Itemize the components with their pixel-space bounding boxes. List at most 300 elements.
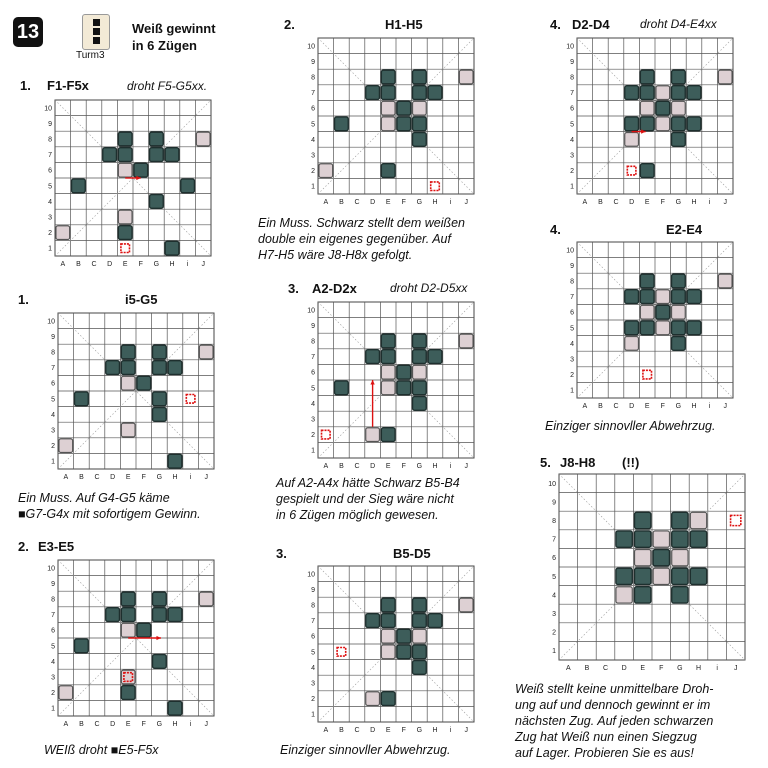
white-piece (459, 70, 473, 84)
white-piece (118, 210, 132, 224)
white-piece (653, 568, 669, 584)
row-label: 8 (51, 596, 55, 604)
black-piece (640, 274, 654, 288)
black-piece (656, 305, 670, 319)
row-label: 3 (311, 416, 315, 424)
black-piece (635, 587, 651, 603)
black-piece (381, 164, 395, 178)
column-label: F (659, 665, 664, 672)
row-label: 10 (47, 318, 55, 326)
column-label: C (354, 199, 360, 206)
white-piece (381, 365, 395, 379)
white-piece (199, 345, 213, 359)
move-caption: WEIß droht ■E5-F5x (44, 743, 159, 757)
column-label: D (370, 199, 376, 206)
black-piece (413, 86, 427, 100)
black-piece (640, 321, 654, 335)
black-piece (428, 350, 442, 364)
black-piece (106, 608, 120, 622)
game-board (44, 558, 214, 738)
row-label: 4 (51, 658, 55, 666)
row-label: 2 (570, 372, 574, 380)
black-piece (150, 132, 164, 146)
row-label: 6 (570, 105, 574, 113)
black-piece (625, 86, 639, 100)
white-piece (413, 629, 427, 643)
title-line-1: Weiß gewinnt (132, 21, 216, 36)
column-label: J (723, 199, 727, 206)
column-label: J (733, 665, 738, 672)
column-label: H (695, 665, 702, 672)
black-piece (428, 86, 442, 100)
black-piece (118, 132, 132, 146)
black-piece (106, 361, 120, 375)
black-piece (640, 164, 654, 178)
row-label: 7 (570, 90, 574, 98)
white-piece (459, 598, 473, 612)
move-caption: Ein Muss. Auf G4-G5 käme ■G7-G4x mit sofortigem Gewinn. (18, 491, 201, 521)
column-label: C (354, 463, 360, 470)
row-label: 7 (311, 618, 315, 626)
row-label: 10 (307, 307, 315, 315)
row-label: 5 (51, 396, 55, 404)
column-label: G (416, 199, 423, 206)
black-piece (672, 86, 686, 100)
move-number: 3. (276, 546, 287, 561)
row-label: 7 (48, 152, 52, 160)
column-label: G (416, 727, 423, 734)
row-label: 2 (48, 230, 52, 238)
white-piece (413, 365, 427, 379)
move-notation: H1-H5 (385, 17, 423, 32)
black-piece (413, 350, 427, 364)
move-notation: A2-D2x (312, 281, 357, 296)
column-label: H (432, 727, 438, 734)
white-piece (616, 587, 632, 603)
row-label: 8 (552, 518, 556, 525)
column-label: i (449, 463, 452, 470)
white-piece (656, 117, 670, 131)
black-piece (134, 163, 148, 177)
row-label: 6 (48, 167, 52, 175)
row-label: 9 (51, 333, 55, 341)
column-label: G (677, 665, 683, 672)
white-piece (656, 321, 670, 335)
black-piece (381, 70, 395, 84)
black-piece (118, 226, 132, 240)
row-label: 2 (311, 168, 315, 176)
black-piece (672, 290, 686, 304)
black-piece (653, 550, 669, 566)
row-label: 4 (311, 664, 315, 672)
column-label: D (629, 403, 635, 410)
row-label: 6 (311, 105, 315, 113)
row-label: 1 (311, 711, 315, 719)
column-label: D (370, 463, 376, 470)
column-label: G (416, 463, 423, 470)
black-piece (153, 361, 167, 375)
column-label: i (189, 474, 192, 481)
black-piece (616, 568, 632, 584)
row-label: 9 (570, 262, 574, 270)
black-piece (635, 512, 651, 528)
row-label: 7 (51, 612, 55, 620)
row-label: 8 (48, 136, 52, 144)
column-label: G (675, 403, 682, 410)
black-piece (672, 512, 688, 528)
title-line-2: in 6 Zügen (132, 38, 197, 53)
row-label: 9 (311, 322, 315, 330)
column-label: i (189, 721, 192, 728)
white-piece (381, 645, 395, 659)
row-label: 3 (552, 611, 556, 618)
column-label: B (584, 665, 590, 672)
black-piece (625, 117, 639, 131)
column-label: B (598, 403, 603, 410)
white-piece (656, 86, 670, 100)
row-label: 6 (51, 627, 55, 635)
move-number: 3. (288, 281, 299, 296)
white-piece (381, 629, 395, 643)
row-label: 7 (311, 354, 315, 362)
move-caption: Weiß stellt keine unmittelbare Droh- ung auf und dennoch gewinnt er im nächsten Zug. Auf jeden schwarzen Zug hat Weiß nun einen Siegzug auf Lager. Probieren Sie es aus! (515, 682, 714, 760)
white-piece (59, 686, 73, 700)
black-piece (640, 117, 654, 131)
black-piece (625, 290, 639, 304)
row-label: 4 (48, 198, 52, 206)
row-label: 8 (51, 349, 55, 357)
column-label: i (186, 261, 189, 268)
threat-note: droht F5-G5xx. (127, 79, 208, 93)
row-label: 5 (311, 385, 315, 393)
black-piece (397, 365, 411, 379)
move-notation: J8-H8 (560, 455, 596, 470)
row-label: 5 (570, 121, 574, 129)
black-piece (381, 614, 395, 628)
row-label: 1 (552, 648, 556, 656)
column-label: D (110, 721, 116, 728)
white-piece (381, 381, 395, 395)
row-label: 9 (51, 580, 55, 588)
black-piece (672, 70, 686, 84)
black-piece (118, 148, 132, 162)
column-label: A (582, 199, 588, 206)
column-label: C (613, 199, 619, 206)
row-label: 4 (570, 136, 574, 144)
row-label: 8 (311, 338, 315, 346)
black-piece (690, 531, 706, 547)
row-label: 6 (51, 380, 55, 388)
black-piece (635, 531, 651, 547)
row-label: 5 (311, 649, 315, 657)
column-label: A (582, 403, 588, 410)
white-piece (319, 164, 333, 178)
row-label: 5 (570, 325, 574, 333)
threat-note: droht D4-E4xx (640, 17, 717, 31)
move-notation: D2-D4 (572, 17, 610, 32)
black-piece (103, 148, 117, 162)
black-piece (413, 133, 427, 147)
game-board (563, 36, 733, 216)
column-label: C (354, 727, 360, 734)
black-piece (121, 361, 135, 375)
white-piece (56, 226, 70, 240)
column-label: J (204, 721, 208, 728)
column-label: J (464, 463, 468, 470)
white-piece (718, 70, 732, 84)
column-label: F (401, 463, 406, 470)
white-piece (196, 132, 210, 146)
white-piece (640, 305, 654, 319)
column-label: F (660, 199, 665, 206)
row-label: 1 (570, 387, 574, 395)
black-piece (397, 101, 411, 115)
black-piece (672, 337, 686, 351)
white-piece (413, 101, 427, 115)
black-piece (616, 531, 632, 547)
column-label: A (323, 463, 329, 470)
row-label: 2 (570, 168, 574, 176)
white-piece (690, 512, 706, 528)
black-piece (397, 629, 411, 643)
row-label: 5 (311, 121, 315, 129)
white-piece (625, 133, 639, 147)
column-label: F (660, 403, 665, 410)
column-label: D (629, 199, 635, 206)
white-piece (656, 290, 670, 304)
black-piece (121, 345, 135, 359)
game-board (304, 300, 474, 480)
row-label: 1 (570, 183, 574, 191)
white-piece (199, 592, 213, 606)
column-label: B (79, 474, 84, 481)
black-piece (656, 101, 670, 115)
move-number: 4. (550, 17, 561, 32)
white-piece (121, 623, 135, 637)
row-label: 1 (51, 458, 55, 466)
row-label: 8 (570, 278, 574, 286)
white-piece (121, 423, 135, 437)
column-label: C (94, 721, 100, 728)
black-piece (381, 350, 395, 364)
row-label: 10 (44, 105, 52, 113)
game-board (304, 564, 474, 744)
black-piece (413, 334, 427, 348)
black-piece (381, 598, 395, 612)
column-label: A (323, 199, 329, 206)
white-piece (718, 274, 732, 288)
row-label: 3 (51, 674, 55, 682)
column-label: i (708, 403, 711, 410)
white-piece (625, 337, 639, 351)
move-notation: F1-F5x (47, 78, 89, 93)
black-piece (413, 397, 427, 411)
black-piece (672, 568, 688, 584)
tower-piece-icon (82, 14, 110, 50)
row-label: 3 (570, 152, 574, 160)
black-piece (381, 692, 395, 706)
column-label: H (691, 403, 697, 410)
row-label: 2 (51, 443, 55, 451)
black-piece (168, 454, 182, 468)
move-notation: i5-G5 (125, 292, 158, 307)
black-piece (153, 408, 167, 422)
white-piece (366, 692, 380, 706)
row-label: 6 (311, 633, 315, 641)
black-piece (75, 639, 89, 653)
row-label: 4 (51, 411, 55, 419)
row-label: 4 (570, 340, 574, 348)
black-piece (181, 179, 195, 193)
row-label: 7 (570, 294, 574, 302)
black-piece (153, 392, 167, 406)
black-piece (397, 117, 411, 131)
black-piece (335, 117, 349, 131)
black-piece (635, 568, 651, 584)
move-caption: Einziger sinnovller Abwehrzug. (545, 419, 716, 433)
column-label: E (644, 403, 650, 410)
black-piece (687, 321, 701, 335)
column-label: B (76, 261, 81, 268)
column-label: i (708, 199, 711, 206)
row-label: 8 (570, 74, 574, 82)
black-piece (165, 148, 179, 162)
white-piece (118, 163, 132, 177)
column-label: A (63, 474, 69, 481)
row-label: 8 (311, 74, 315, 82)
black-piece (672, 321, 686, 335)
black-piece (397, 381, 411, 395)
row-label: 9 (48, 120, 52, 128)
row-label: 1 (311, 183, 315, 191)
puzzle-number-badge: 13 (13, 17, 43, 47)
column-label: J (201, 261, 205, 268)
black-piece (413, 70, 427, 84)
black-piece (672, 587, 688, 603)
black-piece (672, 531, 688, 547)
black-piece (413, 661, 427, 675)
black-piece (75, 392, 89, 406)
black-piece (625, 321, 639, 335)
black-piece (153, 608, 167, 622)
black-piece (413, 381, 427, 395)
row-label: 7 (311, 90, 315, 98)
row-label: 5 (48, 183, 52, 191)
white-piece (672, 305, 686, 319)
game-board (545, 472, 745, 684)
black-piece (366, 86, 380, 100)
black-piece (687, 86, 701, 100)
white-piece (381, 117, 395, 131)
move-number: 1. (18, 292, 29, 307)
column-label: J (723, 403, 727, 410)
column-label: C (602, 665, 609, 672)
column-label: B (339, 199, 344, 206)
white-piece (672, 550, 688, 566)
white-piece (381, 101, 395, 115)
column-label: A (323, 727, 329, 734)
row-label: 7 (51, 365, 55, 373)
row-label: 1 (311, 447, 315, 455)
row-label: 3 (51, 427, 55, 435)
row-label: 10 (47, 565, 55, 573)
move-number: 4. (550, 222, 561, 237)
row-label: 9 (552, 499, 556, 507)
black-piece (150, 195, 164, 209)
column-label: F (401, 727, 406, 734)
move-notation: E2-E4 (666, 222, 703, 237)
black-piece (413, 614, 427, 628)
row-label: 6 (311, 369, 315, 377)
black-piece (381, 334, 395, 348)
row-label: 10 (307, 571, 315, 579)
game-board (41, 98, 211, 278)
row-label: 10 (566, 43, 574, 51)
move-notation: B5-D5 (393, 546, 431, 561)
column-label: E (125, 721, 131, 728)
black-piece (153, 345, 167, 359)
column-label: C (91, 261, 97, 268)
row-label: 5 (51, 643, 55, 651)
column-label: G (153, 261, 160, 268)
row-label: 2 (51, 690, 55, 698)
black-piece (672, 117, 686, 131)
column-label: i (716, 665, 718, 672)
game-board (304, 36, 474, 216)
black-piece (381, 86, 395, 100)
black-piece (335, 381, 349, 395)
row-label: 10 (566, 247, 574, 255)
column-label: B (79, 721, 84, 728)
black-piece (72, 179, 86, 193)
white-piece (653, 531, 669, 547)
column-label: D (621, 665, 627, 672)
black-piece (413, 117, 427, 131)
row-label: 5 (552, 573, 556, 581)
black-piece (168, 361, 182, 375)
column-label: i (449, 727, 452, 734)
black-piece (366, 350, 380, 364)
row-label: 4 (311, 400, 315, 408)
black-piece (168, 701, 182, 715)
black-piece (381, 428, 395, 442)
column-label: H (432, 199, 438, 206)
column-label: J (464, 727, 468, 734)
black-piece (153, 592, 167, 606)
black-piece (153, 655, 167, 669)
column-label: E (385, 199, 391, 206)
black-piece (413, 645, 427, 659)
black-piece (366, 614, 380, 628)
row-label: 4 (552, 592, 556, 600)
column-label: J (464, 199, 468, 206)
black-piece (672, 133, 686, 147)
row-label: 6 (552, 555, 556, 563)
black-piece (687, 290, 701, 304)
move-number: 2. (284, 17, 295, 32)
black-piece (137, 376, 151, 390)
column-label: C (613, 403, 619, 410)
column-label: E (125, 474, 131, 481)
move-number: 1. (20, 78, 31, 93)
row-label: 2 (311, 696, 315, 704)
white-piece (366, 428, 380, 442)
column-label: E (640, 665, 646, 672)
black-piece (640, 86, 654, 100)
column-label: F (141, 474, 146, 481)
column-label: H (691, 199, 697, 206)
column-label: B (339, 727, 344, 734)
